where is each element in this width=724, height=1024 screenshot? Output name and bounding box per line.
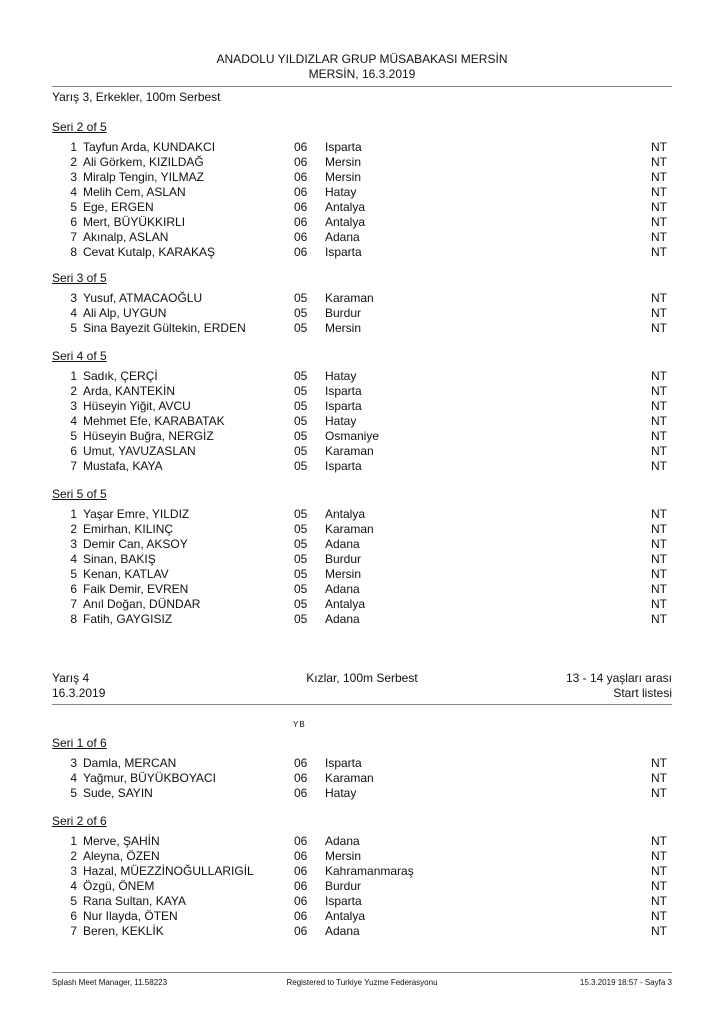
club-name: Mersin — [325, 321, 362, 335]
swimmer-name: Anıl Doğan, DÜNDAR — [83, 597, 201, 611]
entry-row — [52, 185, 672, 200]
entry-time: NT — [651, 444, 667, 458]
lane-number: 2 — [70, 522, 77, 536]
club-name: Karaman — [325, 444, 374, 458]
birth-year: 05 — [294, 507, 308, 521]
club-name: Adana — [325, 230, 360, 244]
entry-time: NT — [651, 756, 667, 770]
club-name: Isparta — [325, 894, 362, 908]
birth-year: 05 — [294, 384, 308, 398]
birth-year: 06 — [294, 834, 308, 848]
lane-number: 6 — [70, 444, 77, 458]
birth-year: 06 — [294, 909, 308, 923]
swimmer-name: Yusuf, ATMACAOĞLU — [83, 291, 203, 305]
document-subtitle: MERSİN, 16.3.2019 — [308, 67, 416, 81]
swimmer-name: Arda, KANTEKİN — [83, 384, 176, 398]
birth-year: 06 — [294, 849, 308, 863]
entry-time: NT — [651, 552, 667, 566]
swimmer-name: Mehmet Efe, KARABATAK — [83, 414, 225, 428]
lane-number: 3 — [70, 756, 77, 770]
entry-time: NT — [651, 369, 667, 383]
heat-label: Seri 3 of 5 — [52, 271, 107, 285]
entry-row — [52, 459, 672, 474]
swimmer-name: Özgü, ÖNEM — [83, 879, 155, 893]
entry-row — [52, 612, 672, 627]
lane-number: 7 — [70, 597, 77, 611]
swimmer-name: Ege, ERGEN — [83, 200, 154, 214]
entry-time: NT — [651, 200, 667, 214]
entry-time: NT — [651, 429, 667, 443]
footer-software: Splash Meet Manager, 11.58223 — [52, 978, 168, 987]
birth-year: 05 — [294, 291, 308, 305]
lane-number: 3 — [70, 291, 77, 305]
yb-column-header: YB — [293, 720, 306, 729]
swimmer-name: Aleyna, ÖZEN — [83, 849, 160, 863]
swimmer-name: Fatih, GAYGISIZ — [83, 612, 173, 626]
lane-number: 2 — [70, 384, 77, 398]
entry-row — [52, 834, 672, 849]
club-name: Hatay — [325, 185, 357, 199]
club-name: Isparta — [325, 384, 362, 398]
club-name: Antalya — [325, 507, 366, 521]
lane-number: 4 — [70, 306, 77, 320]
club-name: Mersin — [325, 170, 362, 184]
birth-year: 05 — [294, 414, 308, 428]
birth-year: 05 — [294, 306, 308, 320]
birth-year: 06 — [294, 879, 308, 893]
club-name: Antalya — [325, 597, 366, 611]
entry-row — [52, 170, 672, 185]
club-name: Antalya — [325, 215, 366, 229]
lane-number: 8 — [70, 612, 77, 626]
event4-title: Kızlar, 100m Serbest — [306, 671, 418, 685]
lane-number: 8 — [70, 245, 77, 259]
entry-row — [52, 507, 672, 522]
entry-time: NT — [651, 834, 667, 848]
document-title: ANADOLU YILDIZLAR GRUP MÜSABAKASI MERSİN — [216, 52, 508, 66]
swimmer-name: Demir Can, AKSOY — [83, 537, 188, 551]
entry-row — [52, 864, 672, 879]
birth-year: 05 — [294, 582, 308, 596]
swimmer-name: Sina Bayezit Gültekin, ERDEN — [83, 321, 246, 335]
entry-row — [52, 200, 672, 215]
birth-year: 05 — [294, 522, 308, 536]
birth-year: 06 — [294, 155, 308, 169]
lane-number: 2 — [70, 849, 77, 863]
entry-row — [52, 894, 672, 909]
swimmer-name: Sadık, ÇERÇİ — [83, 369, 158, 383]
swimmer-name: Sude, SAYIN — [83, 786, 153, 800]
entry-row — [52, 879, 672, 894]
lane-number: 3 — [70, 170, 77, 184]
birth-year: 05 — [294, 429, 308, 443]
club-name: Isparta — [325, 399, 362, 413]
birth-year: 06 — [294, 894, 308, 908]
entry-time: NT — [651, 384, 667, 398]
lane-number: 1 — [70, 369, 77, 383]
lane-number: 5 — [70, 200, 77, 214]
lane-number: 5 — [70, 786, 77, 800]
birth-year: 05 — [294, 444, 308, 458]
club-name: Burdur — [325, 879, 362, 893]
entry-time: NT — [651, 245, 667, 259]
entry-time: NT — [651, 786, 667, 800]
birth-year: 05 — [294, 399, 308, 413]
birth-year: 05 — [294, 597, 308, 611]
birth-year: 06 — [294, 924, 308, 938]
entry-time: NT — [651, 155, 667, 169]
heat-label: Seri 4 of 5 — [52, 349, 107, 363]
swimmer-name: Ali Görkem, KIZILDAĞ — [83, 155, 204, 169]
entry-row — [52, 399, 672, 414]
lane-number: 6 — [70, 909, 77, 923]
swimmer-name: Damla, MERCAN — [83, 756, 177, 770]
entry-row — [52, 291, 672, 306]
event4-age-group: 13 - 14 yaşları arası — [565, 671, 672, 685]
club-name: Isparta — [325, 245, 362, 259]
club-name: Adana — [325, 582, 360, 596]
club-name: Mersin — [325, 567, 362, 581]
swimmer-name: Ali Alp, UYGUN — [83, 306, 167, 320]
lane-number: 3 — [70, 864, 77, 878]
birth-year: 05 — [294, 369, 308, 383]
entry-row — [52, 429, 672, 444]
entry-time: NT — [651, 771, 667, 785]
entry-row — [52, 155, 672, 170]
swimmer-name: Cevat Kutalp, KARAKAŞ — [83, 245, 216, 259]
birth-year: 05 — [294, 612, 308, 626]
lane-number: 6 — [70, 215, 77, 229]
swimmer-name: Yaşar Emre, YILDIZ — [83, 507, 190, 521]
club-name: Hatay — [325, 414, 357, 428]
entry-time: NT — [651, 879, 667, 893]
entry-time: NT — [651, 459, 667, 473]
lane-number: 7 — [70, 459, 77, 473]
lane-number: 3 — [70, 399, 77, 413]
birth-year: 06 — [294, 140, 308, 154]
entry-row — [52, 771, 672, 786]
swimmer-name: Tayfun Arda, KUNDAKCI — [83, 140, 216, 154]
entry-row — [52, 582, 672, 597]
entry-row — [52, 384, 672, 399]
entry-row — [52, 597, 672, 612]
entry-time: NT — [651, 537, 667, 551]
lane-number: 4 — [70, 414, 77, 428]
lane-number: 4 — [70, 879, 77, 893]
swimmer-name: Merve, ŞAHİN — [83, 834, 160, 848]
entry-row — [52, 537, 672, 552]
entry-time: NT — [651, 414, 667, 428]
birth-year: 06 — [294, 200, 308, 214]
entry-time: NT — [651, 399, 667, 413]
entry-time: NT — [651, 321, 667, 335]
entry-time: NT — [651, 567, 667, 581]
club-name: Osmaniye — [325, 429, 380, 443]
entry-row — [52, 444, 672, 459]
entry-time: NT — [651, 306, 667, 320]
birth-year: 05 — [294, 567, 308, 581]
lane-number: 3 — [70, 537, 77, 551]
entry-row — [52, 306, 672, 321]
entry-time: NT — [651, 864, 667, 878]
lane-number: 5 — [70, 567, 77, 581]
birth-year: 06 — [294, 245, 308, 259]
lane-number: 5 — [70, 894, 77, 908]
birth-year: 06 — [294, 864, 308, 878]
footer-registration: Registered to Turkiye Yuzme Federasyonu — [286, 978, 438, 987]
club-name: Burdur — [325, 552, 362, 566]
birth-year: 06 — [294, 215, 308, 229]
lane-number: 2 — [70, 155, 77, 169]
lane-number: 5 — [70, 429, 77, 443]
entry-row — [52, 924, 672, 939]
entry-row — [52, 567, 672, 582]
club-name: Adana — [325, 834, 360, 848]
entry-time: NT — [651, 924, 667, 938]
club-name: Hatay — [325, 369, 357, 383]
entry-time: NT — [651, 230, 667, 244]
entry-row — [52, 909, 672, 924]
entry-row — [52, 245, 672, 260]
entry-row — [52, 140, 672, 155]
header-divider — [52, 86, 672, 87]
heat-label: Seri 1 of 6 — [52, 736, 107, 750]
lane-number: 4 — [70, 771, 77, 785]
birth-year: 06 — [294, 786, 308, 800]
heat-label: Seri 2 of 5 — [52, 120, 107, 134]
club-name: Mersin — [325, 155, 362, 169]
club-name: Adana — [325, 924, 360, 938]
event4-date: 16.3.2019 — [52, 686, 106, 700]
club-name: Karaman — [325, 291, 374, 305]
birth-year: 05 — [294, 537, 308, 551]
club-name: Burdur — [325, 306, 362, 320]
club-name: Adana — [325, 612, 360, 626]
event4-divider — [52, 704, 672, 705]
club-name: Karaman — [325, 771, 374, 785]
entry-time: NT — [651, 597, 667, 611]
entry-time: NT — [651, 215, 667, 229]
birth-year: 06 — [294, 771, 308, 785]
club-name: Karaman — [325, 522, 374, 536]
lane-number: 4 — [70, 552, 77, 566]
swimmer-name: Sinan, BAKIŞ — [83, 552, 156, 566]
lane-number: 6 — [70, 582, 77, 596]
swimmer-name: Kenan, KATLAV — [83, 567, 169, 581]
event-title: Yarış 3, Erkekler, 100m Serbest — [52, 90, 221, 104]
birth-year: 05 — [294, 552, 308, 566]
entry-time: NT — [651, 612, 667, 626]
club-name: Kahramanmaraş — [325, 864, 414, 878]
entry-time: NT — [651, 522, 667, 536]
club-name: Isparta — [325, 459, 362, 473]
entry-row — [52, 522, 672, 537]
heat-label: Seri 2 of 6 — [52, 814, 107, 828]
club-name: Antalya — [325, 200, 366, 214]
club-name: Antalya — [325, 909, 366, 923]
club-name: Mersin — [325, 849, 362, 863]
entry-time: NT — [651, 140, 667, 154]
lane-number: 7 — [70, 924, 77, 938]
swimmer-name: Rana Sultan, KAYA — [83, 894, 186, 908]
swimmer-name: Melih Cem, ASLAN — [83, 185, 186, 199]
footer-timestamp: 15.3.2019 18:57 - Sayfa 3 — [579, 978, 672, 987]
birth-year: 06 — [294, 185, 308, 199]
swimmer-name: Akınalp, ASLAN — [83, 230, 169, 244]
event4-list-type: Start listesi — [613, 686, 672, 700]
swimmer-name: Yağmur, BÜYÜKBOYACI — [83, 771, 216, 785]
entry-time: NT — [651, 849, 667, 863]
club-name: Isparta — [325, 140, 362, 154]
lane-number: 1 — [70, 834, 77, 848]
entry-row — [52, 786, 672, 801]
birth-year: 06 — [294, 170, 308, 184]
swimmer-name: Miralp Tengin, YILMAZ — [83, 170, 204, 184]
lane-number: 1 — [70, 140, 77, 154]
club-name: Adana — [325, 537, 360, 551]
entry-row — [52, 756, 672, 771]
entry-row — [52, 369, 672, 384]
club-name: Hatay — [325, 786, 357, 800]
entry-row — [52, 552, 672, 567]
swimmer-name: Nur Ilayda, ÖTEN — [83, 909, 178, 923]
lane-number: 4 — [70, 185, 77, 199]
entry-time: NT — [651, 185, 667, 199]
entry-time: NT — [651, 909, 667, 923]
heat-label: Seri 5 of 5 — [52, 487, 107, 501]
entry-row — [52, 215, 672, 230]
swimmer-name: Umut, YAVUZASLAN — [83, 444, 196, 458]
swimmer-name: Hüseyin Buğra, NERGİZ — [83, 429, 214, 443]
swimmer-name: Hüseyin Yiğit, AVCU — [83, 399, 191, 413]
birth-year: 06 — [294, 756, 308, 770]
entry-row — [52, 321, 672, 336]
birth-year: 05 — [294, 459, 308, 473]
entry-row — [52, 849, 672, 864]
lane-number: 1 — [70, 507, 77, 521]
entry-time: NT — [651, 170, 667, 184]
swimmer-name: Faik Demir, EVREN — [83, 582, 189, 596]
entry-time: NT — [651, 582, 667, 596]
entry-row — [52, 414, 672, 429]
entry-time: NT — [651, 894, 667, 908]
lane-number: 7 — [70, 230, 77, 244]
swimmer-name: Beren, KEKLİK — [83, 924, 164, 938]
birth-year: 06 — [294, 230, 308, 244]
footer-divider — [52, 972, 672, 973]
event4-label: Yarış 4 — [52, 671, 90, 685]
entry-time: NT — [651, 507, 667, 521]
swimmer-name: Mustafa, KAYA — [83, 459, 163, 473]
swimmer-name: Emirhan, KILINÇ — [83, 522, 174, 536]
lane-number: 5 — [70, 321, 77, 335]
swimmer-name: Mert, BÜYÜKKIRLI — [83, 215, 186, 229]
entry-row — [52, 230, 672, 245]
swimmer-name: Hazal, MÜEZZİNOĞULLARIGİL — [83, 864, 254, 878]
birth-year: 05 — [294, 321, 308, 335]
club-name: Isparta — [325, 756, 362, 770]
entry-time: NT — [651, 291, 667, 305]
